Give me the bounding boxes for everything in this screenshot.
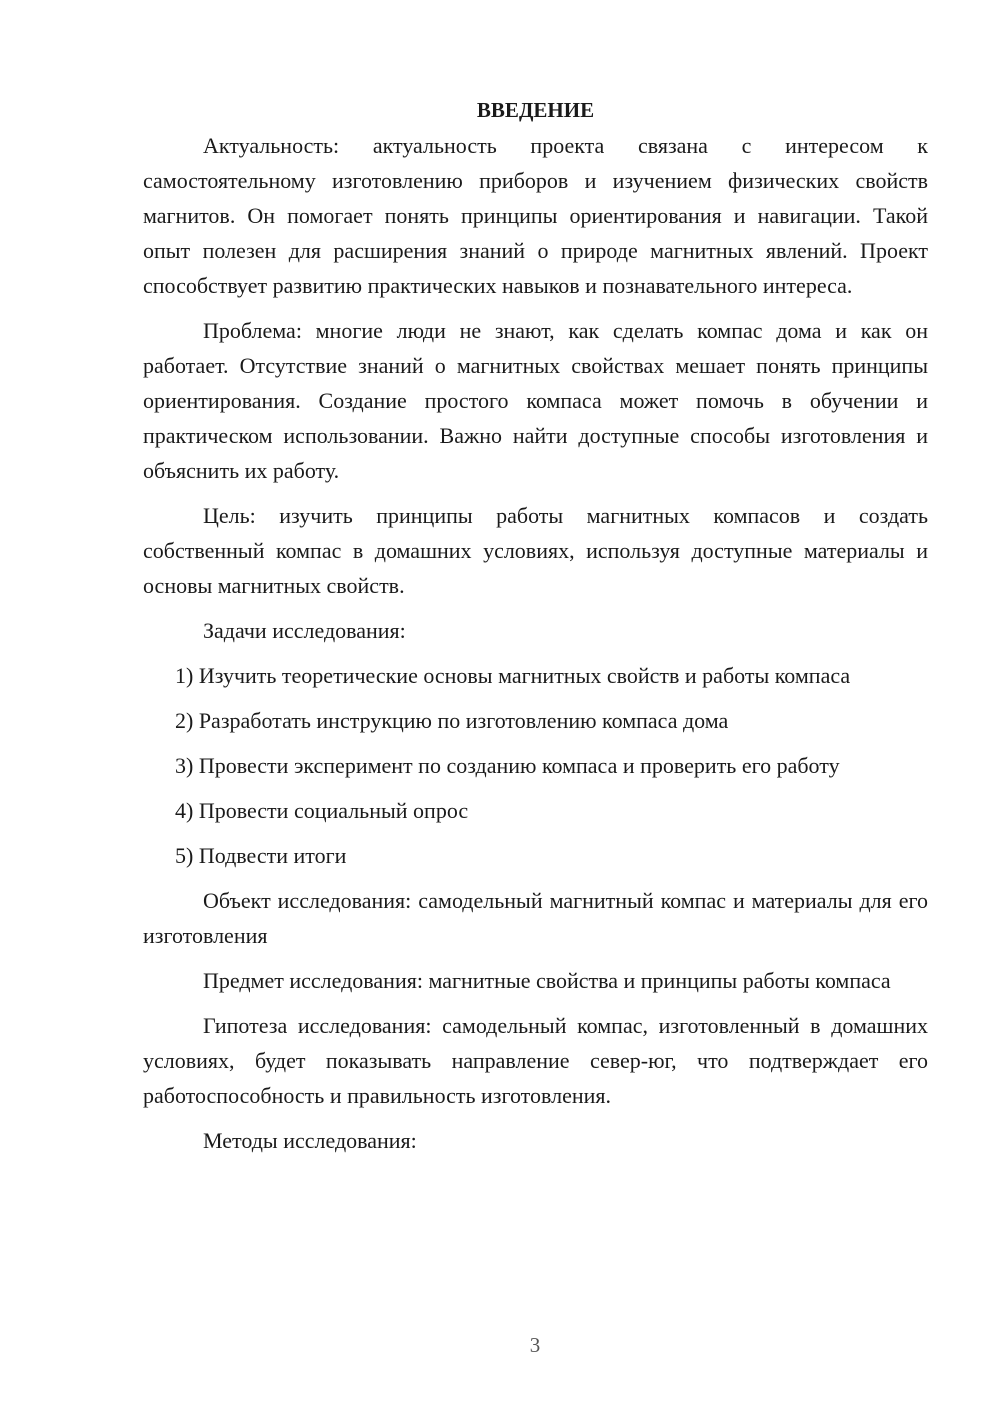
task-item-4: 4) Провести социальный опрос	[175, 798, 469, 823]
methods-heading: Методы исследования:	[203, 1128, 417, 1153]
tasks-heading: Задачи исследования:	[203, 618, 406, 643]
subject-paragraph: Предмет исследования: магнитные свойства и принципы работы компаса	[203, 968, 891, 993]
task-item-1: 1) Изучить теоретические основы магнитных свойств и работы компаса	[175, 663, 851, 688]
document-page	[143, 92, 928, 1158]
relevance-paragraph: Актуальность: актуальность проекта связана с интересом к самостоятельному изготовлению приборов и изучением физических свойств магнитов. Он помогает понять принципы ориентирования и навигации. Такой опыт полезен для расширения знаний о природе магнитных явлений. Проект способствует развитию практических навыков и познавательного интереса.	[143, 133, 928, 298]
task-item-3: 3) Провести эксперимент по созданию компаса и проверить его работу	[175, 753, 840, 778]
section-title: ВВЕДЕНИЕ	[476, 98, 595, 122]
task-item-2: 2) Разработать инструкцию по изготовлению компаса дома	[175, 708, 729, 733]
object-paragraph: Объект исследования: самодельный магнитный компас и материалы для его изготовления	[143, 888, 928, 948]
page-number: 3	[529, 1333, 541, 1357]
task-item-5: 5) Подвести итоги	[175, 843, 347, 868]
hypothesis-paragraph: Гипотеза исследования: самодельный компас, изготовленный в домашних условиях, будет показывать направление север-юг, что подтверждает его работоспособность и правильность изготовления.	[143, 1013, 928, 1108]
problem-paragraph: Проблема: многие люди не знают, как сделать компас дома и как он работает. Отсутствие знаний о магнитных свойствах мешает понять принципы ориентирования. Создание простого компаса может помочь в обучении и практическом использовании. Важно найти доступные способы изготовления и объяснить их работу.	[143, 318, 928, 483]
goal-paragraph: Цель: изучить принципы работы магнитных компасов и создать собственный компас в домашних условиях, используя доступные материалы и основы магнитных свойств.	[143, 503, 928, 598]
